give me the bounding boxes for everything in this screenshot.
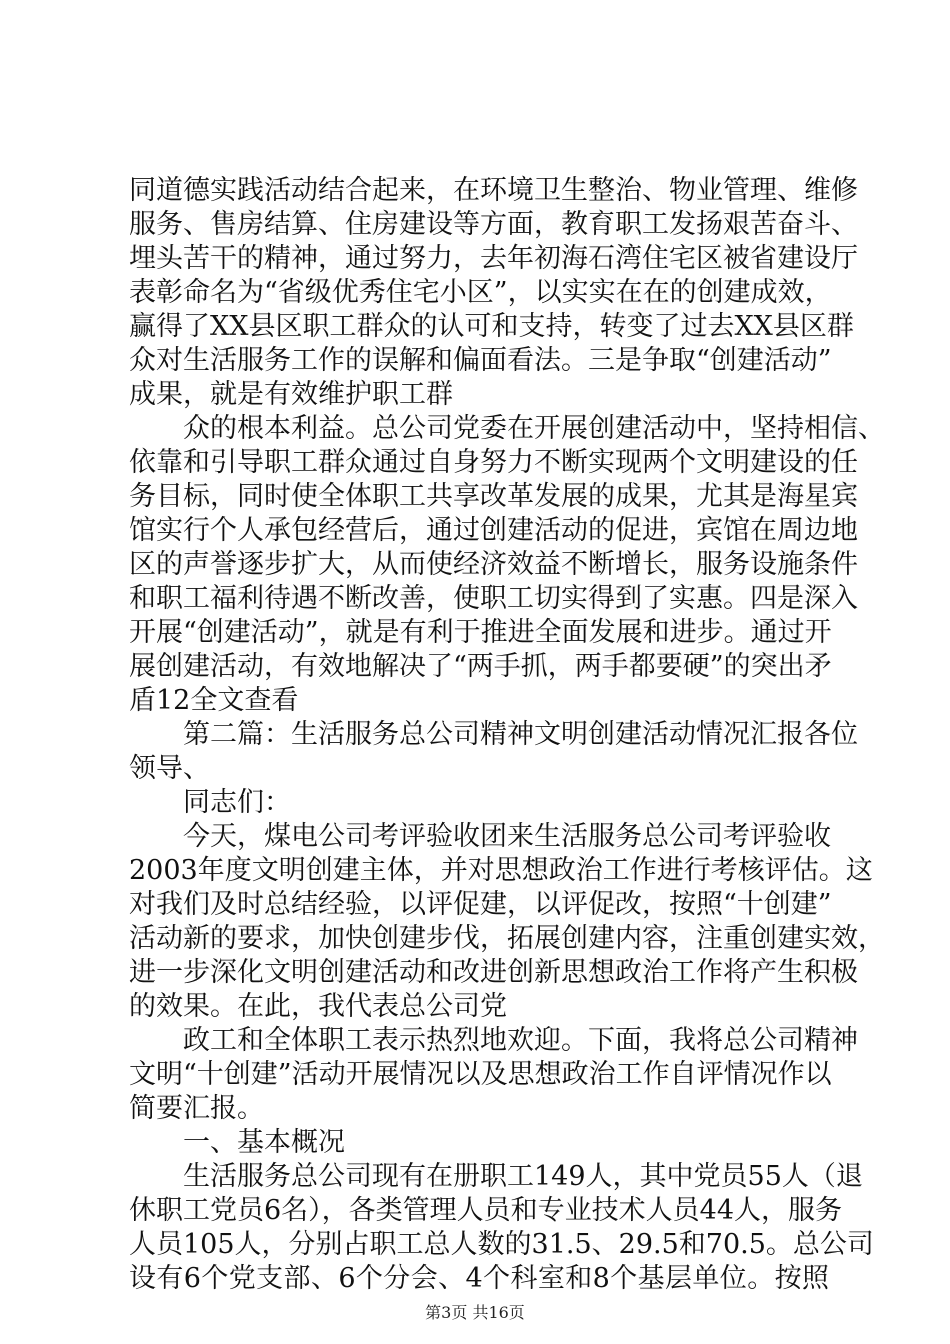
text-line: 活动新的要求，加快创建步伐，拓展创建内容，注重创建实效， bbox=[129, 923, 885, 954]
text-line: 2003年度文明创建主体，并对思想政治工作进行考核评估。这 bbox=[129, 855, 873, 886]
text-line: 休职工党员6名），各类管理人员和专业技术人员44人，服务 bbox=[129, 1195, 843, 1226]
text-line: 展创建活动，有效地解决了“两手抓，两手都要硬”的突出矛 bbox=[129, 651, 832, 682]
text-line: 成果，就是有效维护职工群 bbox=[129, 379, 453, 410]
text-line: 文明“十创建”活动开展情况以及思想政治工作自评情况作以 bbox=[129, 1059, 832, 1090]
text-line: 依靠和引导职工群众通过自身努力不断实现两个文明建设的任 bbox=[129, 447, 858, 478]
text-line: 领导、 bbox=[129, 753, 210, 784]
text-line: 一、基本概况 bbox=[183, 1127, 345, 1158]
text-line: 盾12全文查看 bbox=[129, 685, 299, 716]
page-footer: 第3页 共16页 bbox=[425, 1303, 525, 1322]
text-line: 今天，煤电公司考评验收团来生活服务总公司考评验收 bbox=[183, 821, 831, 852]
text-line: 和职工福利待遇不断改善，使职工切实得到了实惠。四是深入 bbox=[129, 583, 858, 614]
text-line: 简要汇报。 bbox=[129, 1093, 264, 1124]
text-line: 务目标，同时使全体职工共享改革发展的成果，尤其是海星宾 bbox=[129, 481, 858, 512]
text-line: 生活服务总公司现有在册职工149人，其中党员55人（退 bbox=[183, 1161, 863, 1192]
text-line: 服务、售房结算、住房建设等方面，教育职工发扬艰苦奋斗、 bbox=[129, 209, 858, 240]
text-line: 进一步深化文明创建活动和改进创新思想政治工作将产生积极 bbox=[129, 957, 858, 988]
text-line: 同志们： bbox=[183, 787, 291, 818]
text-line: 设有6个党支部、6个分会、4个科室和8个基层单位。按照 bbox=[129, 1263, 829, 1294]
text-line: 人员105人，分别占职工总人数的31.5、29.5和70.5。总公司 bbox=[129, 1229, 874, 1260]
text-line: 埋头苦干的精神，通过努力，去年初海石湾住宅区被省建设厅 bbox=[129, 243, 858, 274]
text-line: 表彰命名为“省级优秀住宅小区”，以实实在在的创建成效， bbox=[129, 277, 832, 308]
text-line: 政工和全体职工表示热烈地欢迎。下面，我将总公司精神 bbox=[183, 1025, 858, 1056]
text-line: 众的根本利益。总公司党委在开展创建活动中，坚持相信、 bbox=[183, 413, 885, 444]
text-line: 的效果。在此，我代表总公司党 bbox=[129, 991, 507, 1022]
document-body bbox=[129, 174, 885, 1296]
text-line: 对我们及时总结经验，以评促建，以评促改，按照“十创建” bbox=[129, 889, 832, 920]
text-line: 众对生活服务工作的误解和偏面看法。三是争取“创建活动” bbox=[129, 345, 832, 376]
text-line: 开展“创建活动”，就是有利于推进全面发展和进步。通过开 bbox=[129, 617, 832, 648]
text-line: 赢得了XX县区职工群众的认可和支持，转变了过去XX县区群 bbox=[129, 311, 854, 342]
text-line: 馆实行个人承包经营后，通过创建活动的促进，宾馆在周边地 bbox=[129, 515, 858, 546]
text-line: 区的声誉逐步扩大，从而使经济效益不断增长，服务设施条件 bbox=[129, 549, 858, 580]
text-line: 同道德实践活动结合起来，在环境卫生整治、物业管理、维修 bbox=[129, 175, 858, 206]
text-line: 第二篇：生活服务总公司精神文明创建活动情况汇报各位 bbox=[183, 719, 858, 750]
